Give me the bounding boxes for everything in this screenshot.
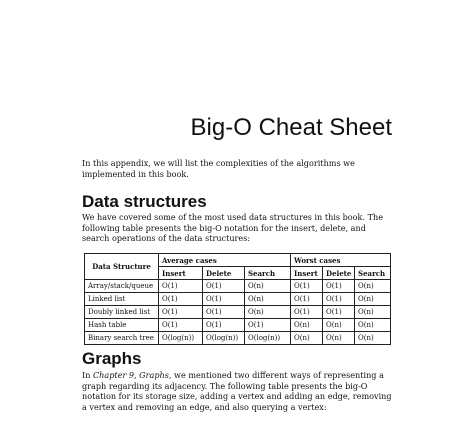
table-cell: O(n) bbox=[355, 332, 391, 345]
table-row-name: Linked list bbox=[85, 293, 159, 306]
table-op-header: Search bbox=[355, 267, 391, 280]
data-structures-heading: Data structures bbox=[82, 192, 207, 211]
table-cell: O(1) bbox=[323, 293, 355, 306]
complexity-table bbox=[84, 253, 391, 345]
table-cell: O(n) bbox=[323, 332, 355, 345]
table-cell: O(1) bbox=[203, 293, 245, 306]
table-op-header: Search bbox=[245, 267, 291, 280]
table-op-header: Insert bbox=[159, 267, 203, 280]
table-cell: O(1) bbox=[291, 306, 323, 319]
table-row-name: Array/stack/queue bbox=[85, 280, 159, 293]
table-op-header: Insert bbox=[291, 267, 323, 280]
table-cell: O(1) bbox=[159, 319, 203, 332]
table-group-header-row bbox=[85, 254, 391, 267]
table-cell: O(log(n)) bbox=[245, 332, 291, 345]
table-op-header: Delete bbox=[203, 267, 245, 280]
data-structures-paragraph: We have covered some of the most used data structures in this book. The following table presents the big-O notation for the insert, delete, and search operations of the data structures: bbox=[82, 212, 384, 243]
table-row bbox=[85, 332, 391, 345]
table-cell: O(log(n)) bbox=[159, 332, 203, 345]
table-cell: O(1) bbox=[203, 280, 245, 293]
table-cell: O(n) bbox=[291, 332, 323, 345]
table-cell: O(n) bbox=[245, 280, 291, 293]
page-title: Big-O Cheat Sheet bbox=[190, 114, 392, 141]
table-row-name: Binary search tree bbox=[85, 332, 159, 345]
graphs-paragraph-suffix: , we mentioned two different ways of representing a graph regarding its adjacency. The following table presents the big-O notation for its storage size, adding a vertex and adding an edge, removing a vertex and removing an edge, and also querying a vertex: bbox=[82, 370, 392, 412]
table-cell: O(n) bbox=[355, 306, 391, 319]
table-cell: O(n) bbox=[355, 319, 391, 332]
table-cell: O(1) bbox=[203, 306, 245, 319]
table-cell: O(1) bbox=[159, 293, 203, 306]
graphs-paragraph bbox=[82, 370, 392, 412]
table-row bbox=[85, 293, 391, 306]
graphs-paragraph-prefix: In bbox=[82, 370, 93, 380]
chapter-reference: Chapter 9, Graphs bbox=[92, 370, 169, 380]
table-row-name: Doubly linked list bbox=[85, 306, 159, 319]
table-cell: O(1) bbox=[245, 319, 291, 332]
table-op-header: Delete bbox=[323, 267, 355, 280]
intro-paragraph: In this appendix, we will list the complexities of the algorithms we implemented in this book. bbox=[82, 158, 355, 179]
table-cell: O(n) bbox=[355, 293, 391, 306]
table-cell: O(n) bbox=[245, 306, 291, 319]
graphs-heading: Graphs bbox=[82, 349, 142, 368]
table-cell: O(n) bbox=[291, 319, 323, 332]
table-cell: O(1) bbox=[323, 280, 355, 293]
table-cell: O(n) bbox=[323, 319, 355, 332]
table-row-header: Data Structure bbox=[85, 254, 159, 280]
table-cell: O(1) bbox=[323, 306, 355, 319]
table-cell: O(1) bbox=[159, 280, 203, 293]
table-cell: O(n) bbox=[355, 280, 391, 293]
table-cell: O(1) bbox=[159, 306, 203, 319]
table-row-name: Hash table bbox=[85, 319, 159, 332]
table-cell: O(1) bbox=[291, 280, 323, 293]
table-cell: O(log(n)) bbox=[203, 332, 245, 345]
table-row bbox=[85, 319, 391, 332]
table-group-header: Average cases bbox=[159, 254, 291, 267]
table-group-header: Worst cases bbox=[291, 254, 391, 267]
table-cell: O(1) bbox=[291, 293, 323, 306]
table-row bbox=[85, 280, 391, 293]
table-row bbox=[85, 306, 391, 319]
table-cell: O(n) bbox=[245, 293, 291, 306]
table-cell: O(1) bbox=[203, 319, 245, 332]
